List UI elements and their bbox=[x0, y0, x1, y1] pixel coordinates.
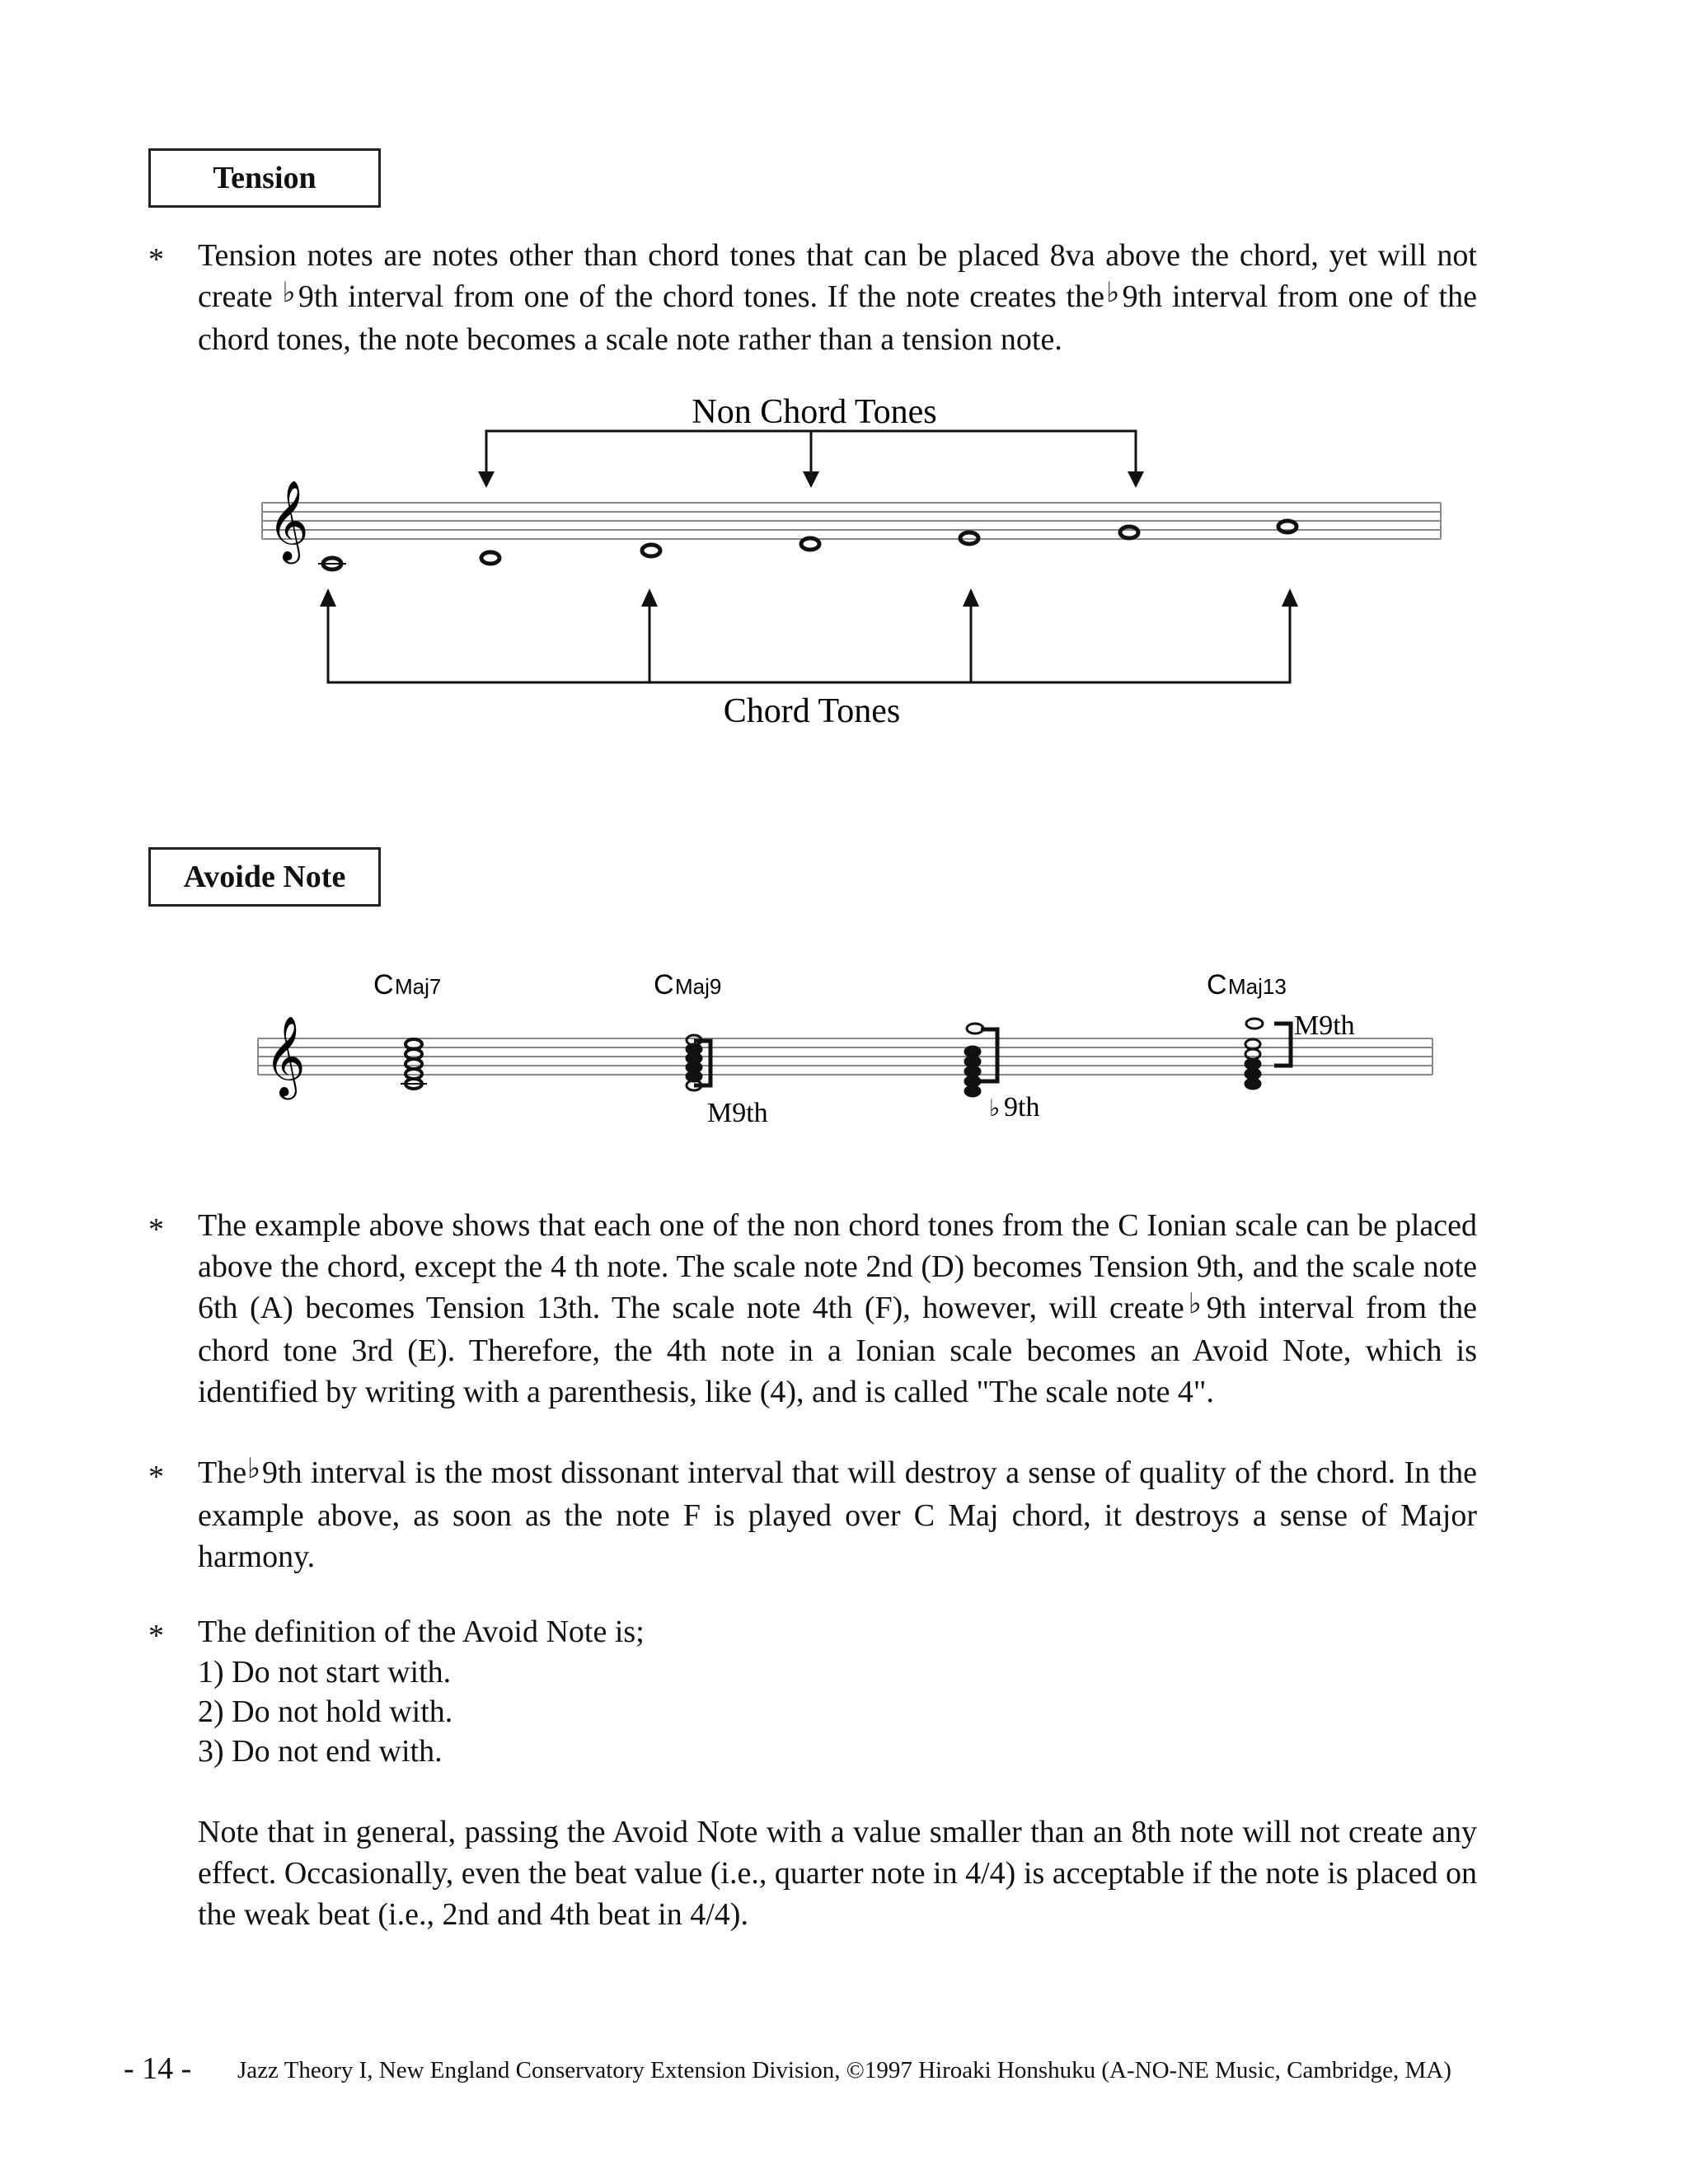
chord-root: C bbox=[373, 969, 394, 1001]
flat-symbol: ♭ bbox=[282, 278, 298, 308]
paragraph-passing-note: Note that in general, passing the Avoid Note with a value smaller than an 8th note will not create any effect. Occasionally, even the beat value (i.e., quarter note in 4/4) is acceptable if the note is placed on the weak beat (i.e., 2nd and 4th beat in 4/4). bbox=[198, 1815, 1477, 1932]
chord-cmaj9-notes bbox=[687, 1035, 701, 1090]
list-item: 3) Do not end with. bbox=[198, 1734, 443, 1769]
chord-root: C bbox=[1207, 969, 1227, 1001]
treble-clef-icon: 𝄞 bbox=[265, 1019, 306, 1095]
scale-figure bbox=[0, 379, 1688, 742]
definition-list bbox=[198, 1652, 452, 1771]
bullet: * bbox=[148, 242, 164, 277]
chord-quality: Maj9 bbox=[675, 974, 722, 999]
text: 9th interval is the most dissonant interval that will destroy a sense of quality of the chord. In the example above, as soon as the note F is played over C Maj chord, it destroys a sense of Major harmony. bbox=[198, 1455, 1477, 1574]
up-arrowheads bbox=[320, 588, 1298, 607]
page-number: - 14 - bbox=[124, 2051, 192, 2086]
text: The bbox=[198, 1455, 247, 1490]
text: 9th interval from the chord tone 3rd (E). Therefore, the 4th note in a Ionian scale becomes an Avoid Note, which is identified by writing with a parenthesis, like (4), and is called "The scale note 4". bbox=[198, 1291, 1477, 1409]
chord-symbol-cmaj7 bbox=[373, 969, 441, 1001]
list-item: 1) Do not start with. bbox=[198, 1655, 452, 1690]
interval-label: M9th bbox=[707, 1098, 768, 1128]
chord-tones-bracket bbox=[328, 606, 1290, 682]
chord-quality: Maj13 bbox=[1228, 974, 1287, 999]
chord-flat9-notes bbox=[965, 1024, 983, 1096]
bracket-flat9 bbox=[981, 1029, 997, 1081]
chord-symbol-cmaj9 bbox=[654, 969, 721, 1001]
flat-symbol: ♭ bbox=[1184, 1289, 1206, 1319]
interval-label: M9th bbox=[1294, 1010, 1355, 1041]
flat-symbol: ♭ bbox=[989, 1096, 1001, 1122]
flat-symbol: ♭ bbox=[1104, 278, 1122, 308]
down-arrowheads bbox=[478, 471, 1144, 488]
staff bbox=[262, 503, 1441, 539]
section-title-tension: Tension bbox=[148, 148, 381, 208]
bullet: * bbox=[148, 1460, 164, 1494]
interval-label: 9th bbox=[1004, 1092, 1040, 1122]
bullet: * bbox=[148, 1212, 164, 1247]
bullet: * bbox=[148, 1619, 164, 1653]
chord-cmaj13-notes bbox=[1245, 1019, 1263, 1089]
flat-symbol: ♭ bbox=[246, 1454, 261, 1484]
chord-root: C bbox=[654, 969, 674, 1001]
chord-quality: Maj7 bbox=[395, 974, 442, 999]
treble-clef-icon: 𝄞 bbox=[268, 483, 309, 560]
scale-notes bbox=[318, 521, 1296, 569]
paragraph-avoid-definition: The definition of the Avoid Note is; bbox=[198, 1615, 645, 1649]
paragraph-flat9-dissonance bbox=[198, 1452, 1477, 1577]
footer-credit: Jazz Theory I, New England Conservatory Extension Division, ©1997 Hiroaki Honshuku (A-NO-NE Music, Cambridge, MA) bbox=[237, 2057, 1451, 2083]
text: 9th interval from one of the chord tones, the note becomes a scale note rather than a tension note. bbox=[198, 279, 1477, 357]
paragraph-tension-definition bbox=[198, 235, 1477, 360]
paragraph-avoid-explanation bbox=[198, 1205, 1477, 1413]
bracket-m9-upper bbox=[1274, 1024, 1291, 1066]
text: Tension notes are notes other than chord tones that can be placed 8va above the chord, yet will not create bbox=[198, 238, 1477, 314]
list-item: 2) Do not hold with. bbox=[198, 1694, 453, 1729]
text: The example above shows that each one of the non chord tones from the C Ionian scale can be placed above the chord, except the 4 th note. The scale note 2nd (D) becomes Tension 9th, and the scale note 6th (A) becomes Tension 13th. The scale note 4th (F), however, will create bbox=[198, 1208, 1477, 1325]
chord-tones-label: Chord Tones bbox=[723, 692, 901, 730]
section-title-avoid-note: Avoide Note bbox=[148, 847, 381, 907]
non-chord-tones-label: Non Chord Tones bbox=[692, 393, 937, 431]
chord-symbol-cmaj13 bbox=[1207, 969, 1287, 1001]
chord-figure bbox=[0, 956, 1688, 1154]
text: 9th interval from one of the chord tones. If the note creates the bbox=[298, 279, 1104, 314]
